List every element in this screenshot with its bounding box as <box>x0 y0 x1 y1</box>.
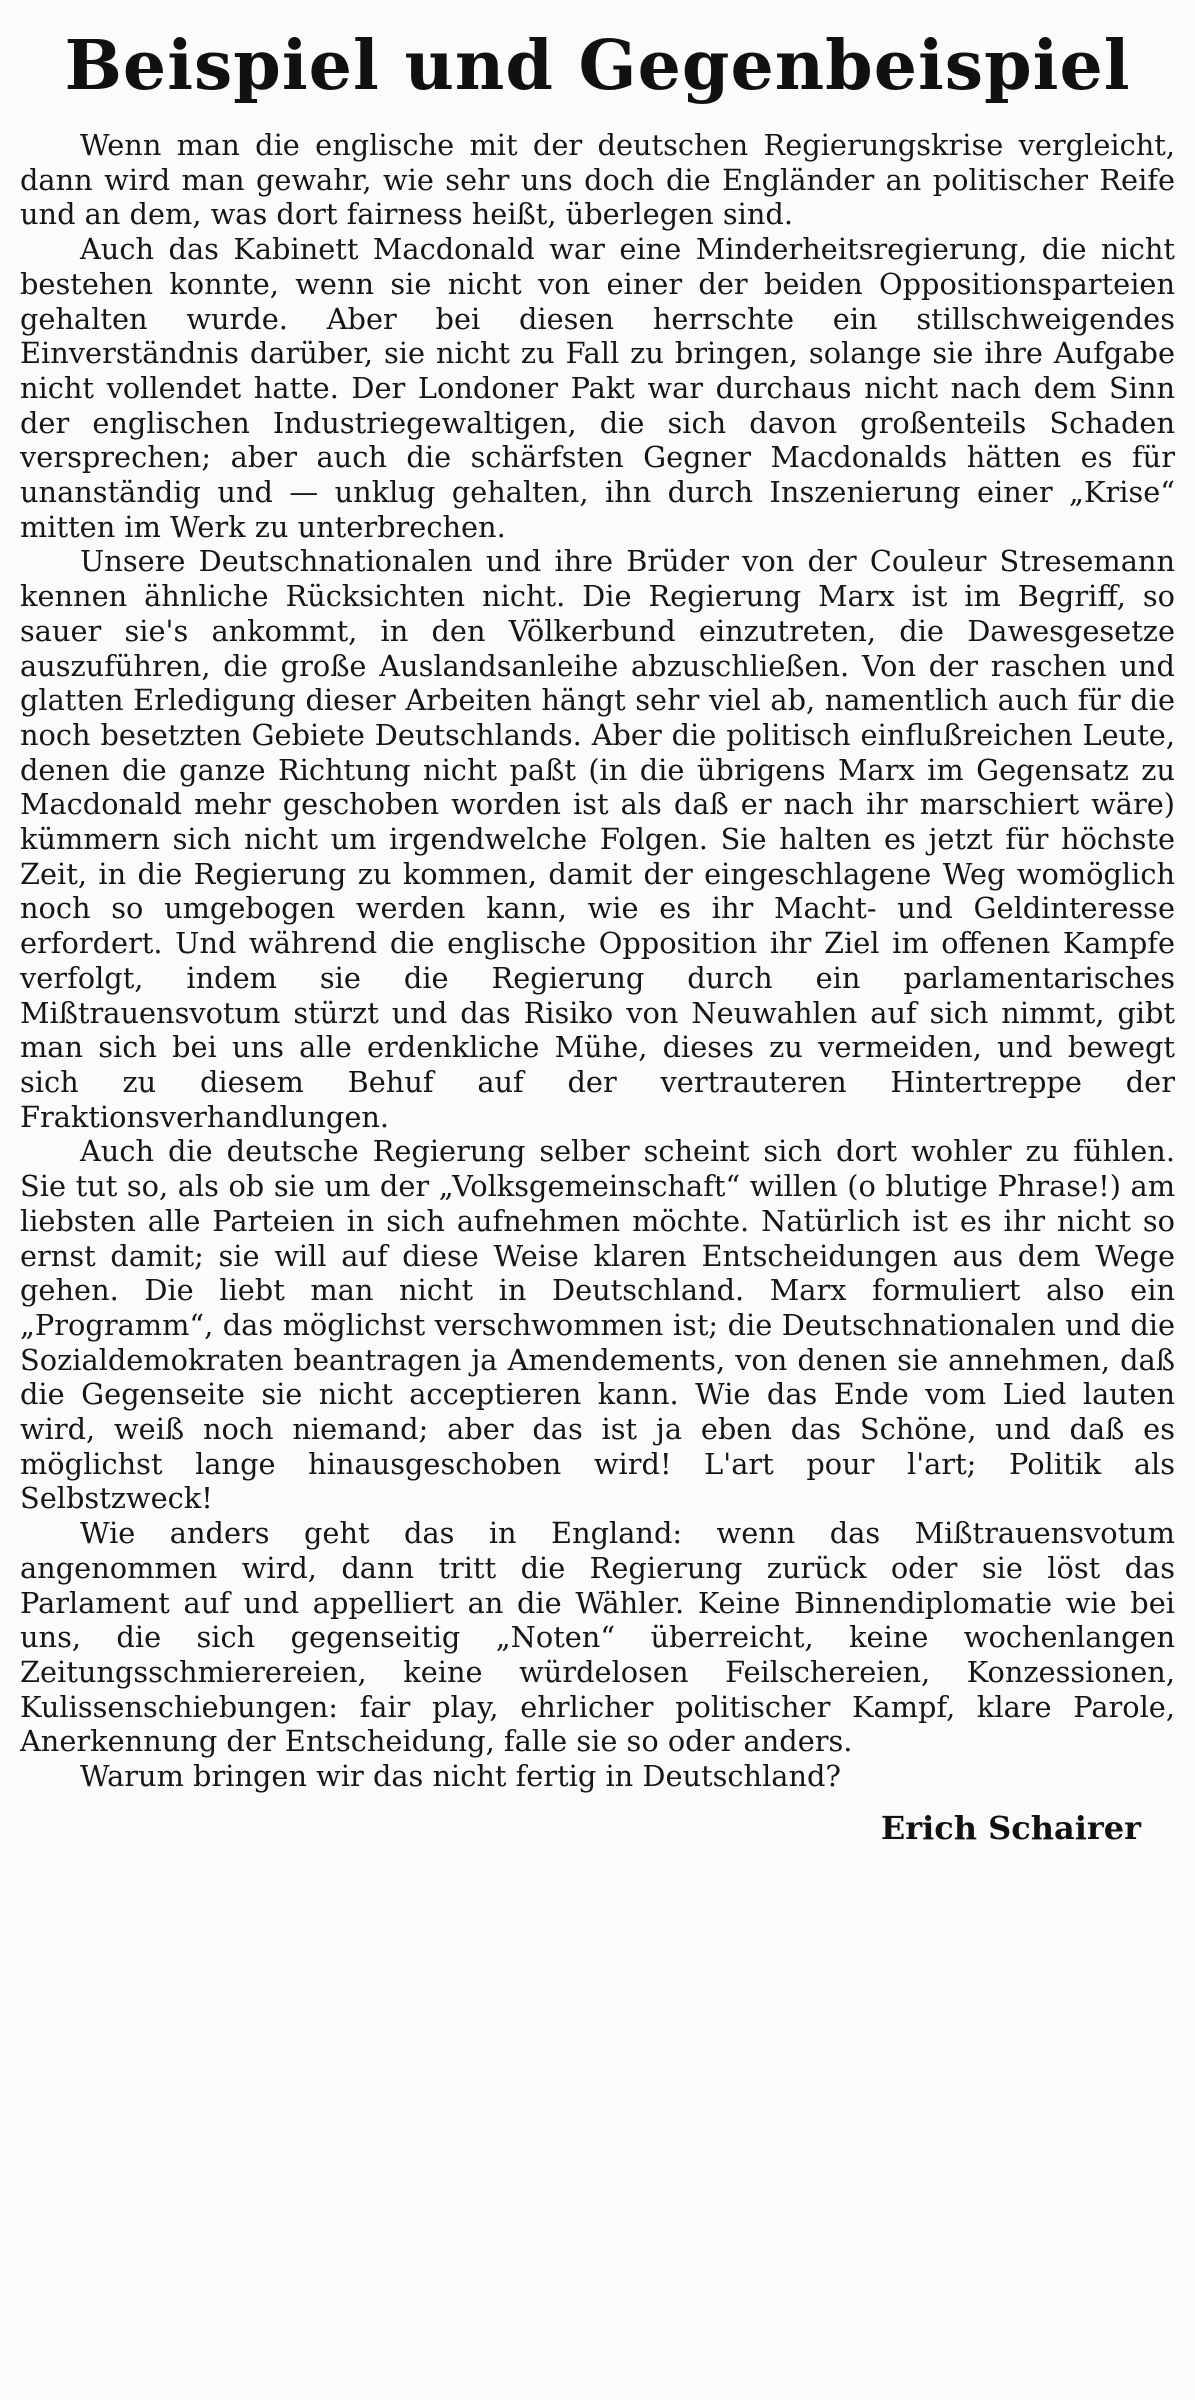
headline: Beispiel und Gegenbeispiel <box>64 26 1131 106</box>
paragraph-5: Wie anders geht das in England: wenn das Mißtrauensvotum angenommen wird, dann tritt die Regierung zurück oder sie löst das Parlament auf und appelliert an die Wähler. Keine Binnendiplomatie wie bei uns, die sich gegenseitig „Noten“ überreicht, keine wochenlangen Zeitungsschmierereien, keine würdelosen Feilschereien, Konzessionen, Kulissenschiebungen: fair play, ehrlicher politischer Kampf, klare Parole, Anerkennung der Entscheidung, falle sie so oder anders. <box>20 1516 1175 1759</box>
paragraph-1: Wenn man die englische mit der deutschen Regierungskrise vergleicht, dann wird man gewahr, wie sehr uns doch die Engländer an politischer Reife und an dem, was dort fairness heißt, überlegen sind. <box>20 128 1175 232</box>
paragraph-6: Warum bringen wir das nicht fertig in Deutschland? <box>80 1759 841 1794</box>
paragraph-4: Auch die deutsche Regierung selber scheint sich dort wohler zu fühlen. Sie tut so, als ob sie um der „Volksgemeinschaft“ willen (o blutige Phrase!) am liebsten alle Parteien in sich aufnehmen möchte. Natürlich ist es ihr nicht so ernst damit; sie will auf diese Weise klaren Entscheidungen aus dem Wege gehen. Die liebt man nicht in Deutschland. Marx formuliert also ein „Programm“, das möglichst verschwommen ist; die Deutschnationalen und die Sozialdemokraten beantragen ja Amendements, von denen sie annehmen, daß die Gegenseite sie nicht acceptieren kann. Wie das Ende vom Lied lauten wird, weiß noch niemand; aber das ist ja eben das Schöne, und daß es möglichst lange hinausgeschoben wird! L'art pour l'art; Politik als Selbstzweck! <box>20 1134 1175 1516</box>
author-signature: Erich Schairer <box>880 1808 1141 1847</box>
article-body <box>20 128 1175 1794</box>
paragraph-2: Auch das Kabinett Macdonald war eine Minderheitsregierung, die nicht bestehen konnte, wenn sie nicht von einer der beiden Oppositionsparteien gehalten wurde. Aber bei diesen herrschte ein stillschweigendes Einverständnis darüber, sie nicht zu Fall zu bringen, solange sie ihre Aufgabe nicht vollendet hatte. Der Londoner Pakt war durchaus nicht nach dem Sinn der englischen Industriegewaltigen, die sich davon großenteils Schaden versprechen; aber auch die schärfsten Gegner Macdonalds hätten es für unanständig und — unklug gehalten, ihn durch Inszenierung einer „Krise“ mitten im Werk zu unterbrechen. <box>20 232 1175 544</box>
paragraph-3: Unsere Deutschnationalen und ihre Brüder von der Couleur Stresemann kennen ähnliche Rücksichten nicht. Die Regierung Marx ist im Begriff, so sauer sie's ankommt, in den Völkerbund einzutreten, die Dawesgesetze auszuführen, die große Auslandsanleihe abzuschließen. Von der raschen und glatten Erledigung dieser Arbeiten hängt sehr viel ab, namentlich auch für die noch besetzten Gebiete Deutschlands. Aber die politisch einflußreichen Leute, denen die ganze Richtung nicht paßt (in die übrigens Marx im Gegensatz zu Macdonald mehr geschoben worden ist als daß er nach ihr marschiert wäre) kümmern sich nicht um irgendwelche Folgen. Sie halten es jetzt für höchste Zeit, in die Regierung zu kommen, damit der eingeschlagene Weg womöglich noch so umgebogen werden kann, wie es ihr Macht- und Geldinteresse erfordert. Und während die englische Opposition ihr Ziel im offenen Kampfe verfolgt, indem sie die Regierung durch ein parlamentarisches Mißtrauensvotum stürzt und das Risiko von Neuwahlen auf sich nimmt, gibt man sich bei uns alle erdenkliche Mühe, dieses zu vermeiden, und bewegt sich zu diesem Behuf auf der vertrauteren Hintertreppe der Fraktionsverhandlungen. <box>20 544 1175 1134</box>
